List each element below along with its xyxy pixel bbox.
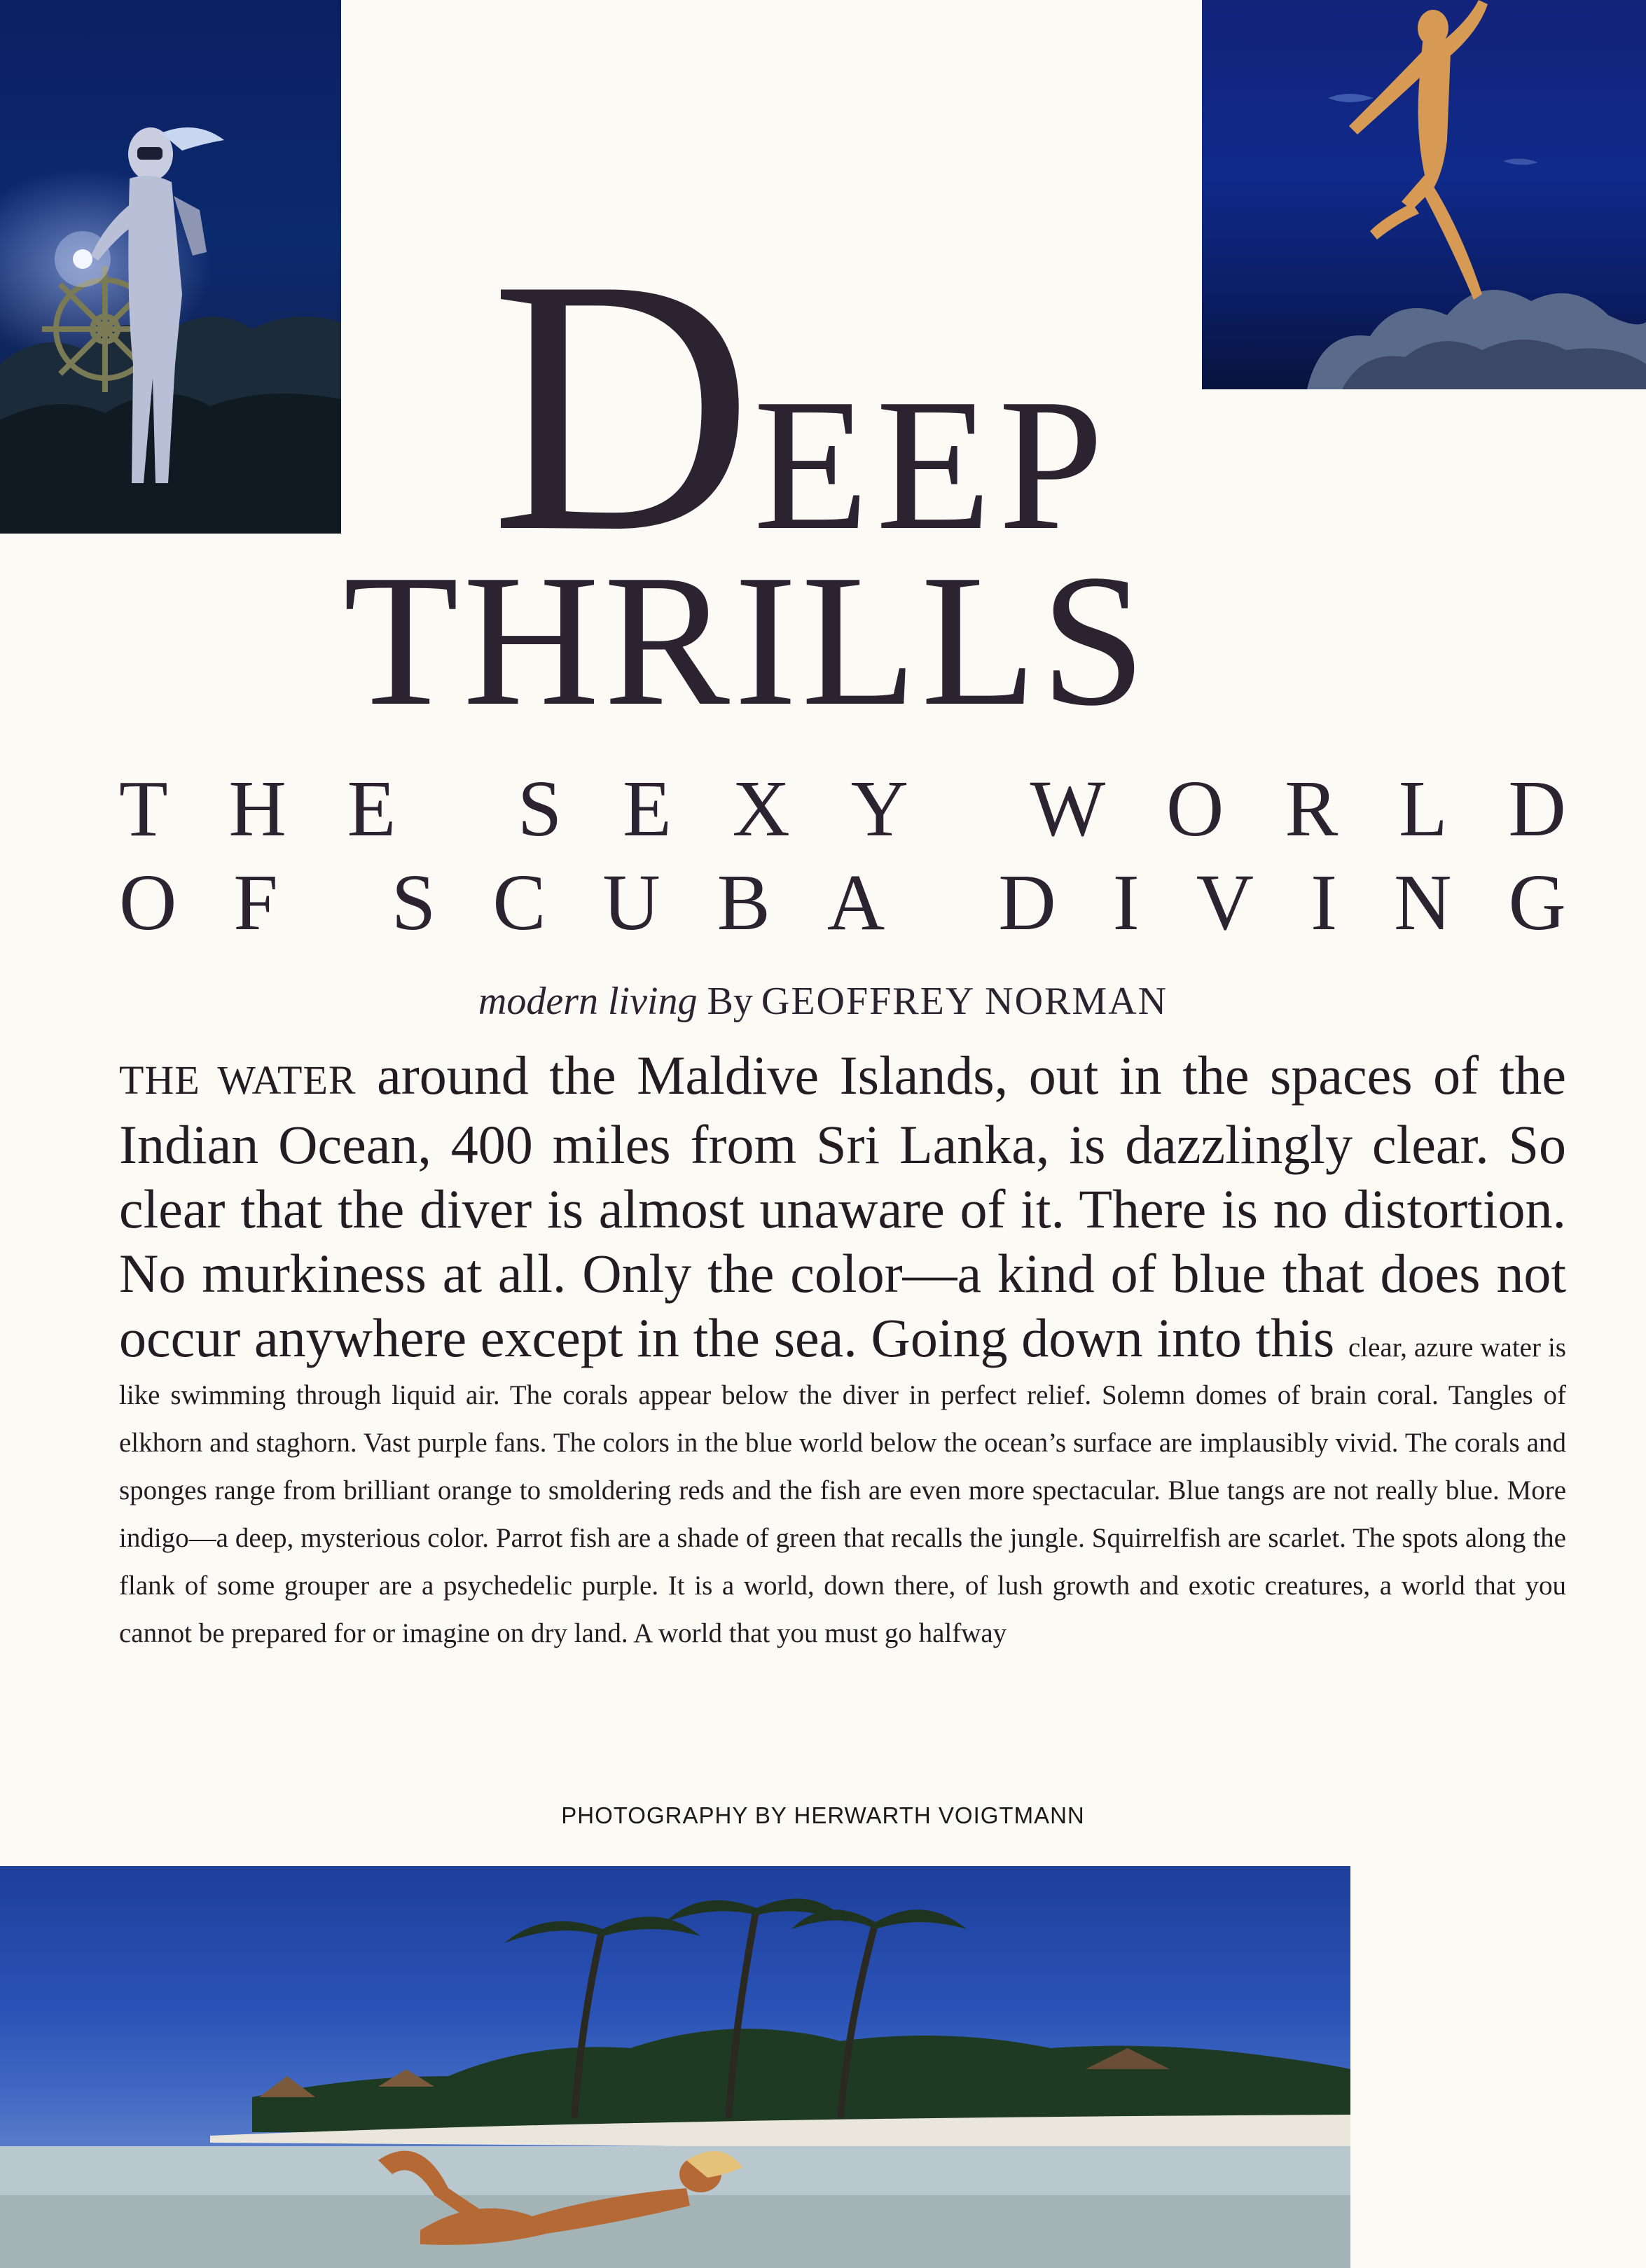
subtitle-letter: E <box>623 764 672 853</box>
headline-deep-initial: D <box>490 204 754 607</box>
headline-thrills: THRILLS <box>343 536 1150 745</box>
photo-diver-at-wreck <box>0 0 341 534</box>
subtitle-letter: A <box>827 858 885 947</box>
swimmer-illustration <box>1202 0 1646 389</box>
subtitle-letter: T <box>119 764 168 853</box>
subtitle-letter: V <box>1196 858 1254 947</box>
byline-by: By <box>707 980 753 1023</box>
subtitle-letter: N <box>1394 858 1452 947</box>
subtitle-letter: F <box>233 858 278 947</box>
subtitle-letter: R <box>1285 764 1339 853</box>
article-lead-in: THE WATER <box>119 1057 357 1103</box>
photo-underwater-swimmer <box>1202 0 1646 389</box>
subtitle-letter: I <box>1112 858 1140 947</box>
photo-maldives-beach <box>0 1866 1350 2268</box>
subtitle-letter: O <box>1166 764 1224 853</box>
subtitle-letter: W <box>1030 764 1106 853</box>
subtitle-letter: Y <box>850 764 908 853</box>
subtitle-letter: H <box>228 764 286 853</box>
beach-illustration <box>0 1866 1350 2268</box>
subtitle-letter: I <box>1310 858 1338 947</box>
subtitle-letter: S <box>391 858 436 947</box>
headline-deep-rest: EEP <box>753 360 1111 569</box>
article-paragraph <box>119 1043 1566 1657</box>
subtitle-letter: L <box>1399 764 1448 853</box>
subtitle-letter: D <box>1508 764 1566 853</box>
subtitle-letter: B <box>717 858 770 947</box>
subtitle-letter: E <box>347 764 396 853</box>
article-body-text: clear, azure water is like swimming through liquid air. The corals appear below the diver in perfect relief. Solemn domes of brain coral. Tangles of elkhorn and staghorn. Vast purple fans. The colors in the blue world below the ocean’s surface are implausibly vivid. The corals and sponges range from brilliant orange to smoldering reds and the fish are even more spectacular. Blue tangs are not really blue. More indigo—a deep, mysterious color. Parrot fish are a shade of green that recalls the jungle. Squirrelfish are scarlet. The spots along the flank of some grouper are a psychedelic purple. It is a world, down there, of lush growth and exotic creatures, a world that you cannot be prepared for or imagine on dry land. A world that you must go halfway <box>119 1333 1566 1648</box>
photo-credit: PHOTOGRAPHY BY HERWARTH VOIGTMANN <box>561 1802 1085 1828</box>
subtitle-letter: U <box>602 858 661 947</box>
subtitle-letter: C <box>492 858 546 947</box>
headline-deep <box>490 204 1111 607</box>
byline <box>0 979 1646 1024</box>
subtitle-letter: X <box>732 764 790 853</box>
diver-illustration <box>0 0 341 534</box>
subtitle-letter: O <box>119 858 177 947</box>
byline-author: GEOFFREY NORMAN <box>761 980 1168 1023</box>
subtitle-line-1 <box>119 764 1566 853</box>
subtitle-letter: G <box>1508 858 1566 947</box>
subtitle-letter: S <box>517 764 562 853</box>
subtitle-letter: D <box>998 858 1056 947</box>
article-lead-text: around the Maldive Islands, out in the spaces of the Indian Ocean, 400 miles from Sri Lanka, is dazzlingly clear. So clear that the diver is almost unaware of it. There is no distortion. No murkiness at all. Only the color—a kind of blue that does not occur anywhere except in the sea. Going down into this <box>119 1045 1566 1368</box>
byline-department: modern living <box>478 980 698 1023</box>
subtitle-line-2 <box>119 858 1566 947</box>
